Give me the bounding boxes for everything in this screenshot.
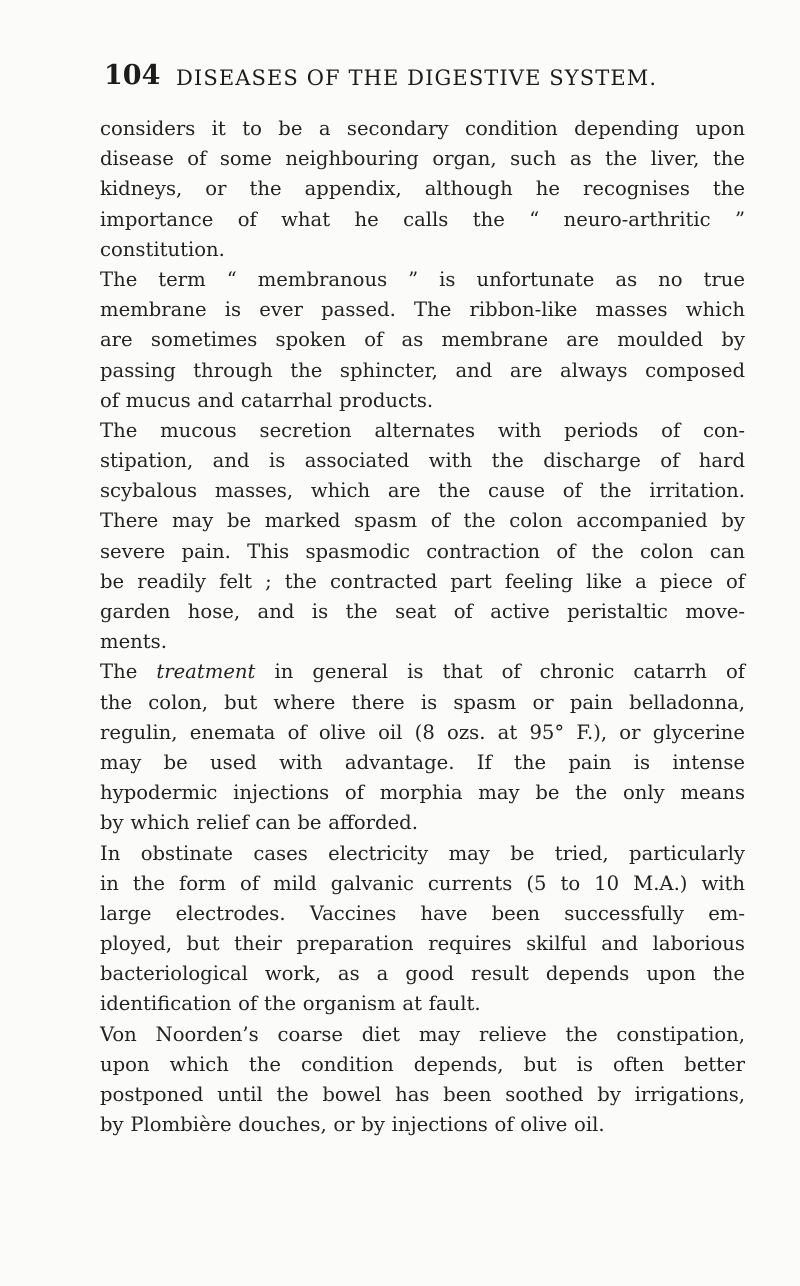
text-line: be readily felt ; the contracted part feeling like a piece of <box>100 569 745 593</box>
text-line: membrane is ever passed. The ribbon-like masses which <box>100 298 745 322</box>
text-line: regulin, enemata of olive oil (8 ozs. at 95° F.), or glycerine <box>100 720 745 744</box>
text-line: kidneys, or the appendix, although he recognises the <box>100 177 745 201</box>
text-line: bacteriological work, as a good result depends upon the <box>100 962 745 986</box>
body-text <box>100 114 745 1140</box>
text-line: by Plombière douches, or by injections of olive oil. <box>100 1113 605 1137</box>
text-line: identification of the organism at fault. <box>100 992 481 1016</box>
text-line: stipation, and is associated with the discharge of hard <box>100 449 745 473</box>
text-line: are sometimes spoken of as membrane are moulded by <box>100 328 745 352</box>
text-line: of mucus and catarrhal products. <box>100 388 434 412</box>
text-line: postponed until the bowel has been soothed by irrigations, <box>100 1083 745 1106</box>
text-line <box>100 657 745 687</box>
text-line: The mucous secretion alternates with periods of con- <box>100 418 745 442</box>
text-line: ments. <box>100 630 167 654</box>
italic-term: treatment <box>156 660 256 684</box>
text-line: constitution. <box>100 237 225 261</box>
text-line: The term “ membranous ” is unfortunate as no true <box>100 267 745 291</box>
text-line: considers it to be a secondary condition depending upon <box>100 117 745 140</box>
text-line: large electrodes. Vaccines have been successfully em- <box>100 901 745 925</box>
text-line: garden hose, and is the seat of active peristaltic move- <box>100 600 745 623</box>
text-line: In obstinate cases electricity may be tried, particularly <box>100 841 745 865</box>
text-fragment: The <box>100 660 157 684</box>
text-fragment: in general is that of chronic catarrh of <box>255 660 746 684</box>
text-line: hypodermic injections of morphia may be the only means <box>100 781 745 805</box>
text-line: There may be marked spasm of the colon accompanied by <box>100 509 745 533</box>
text-line: may be used with advantage. If the pain is intense <box>100 750 745 774</box>
text-line: Von Noorden’s coarse diet may relieve the constipation, <box>100 1022 745 1046</box>
text-line: disease of some neighbouring organ, such as the liver, the <box>100 147 745 171</box>
text-line: the colon, but where there is spasm or pain belladonna, <box>100 690 745 714</box>
page-number: 104 <box>104 60 161 91</box>
text-line: by which relief can be afforded. <box>100 811 418 835</box>
text-line: passing through the sphincter, and are always composed <box>100 358 745 382</box>
page-header <box>104 56 664 96</box>
text-line: upon which the condition depends, but is often better <box>100 1052 745 1076</box>
text-line: severe pain. This spasmodic contraction of the colon can <box>100 539 745 563</box>
text-line: in the form of mild galvanic currents (5 to 10 M.A.) with <box>100 871 745 895</box>
text-line: importance of what he calls the “ neuro-arthritic ” <box>100 207 745 231</box>
running-title: DISEASES OF THE DIGESTIVE SYSTEM. <box>176 66 658 90</box>
text-line: scybalous masses, which are the cause of the irritation. <box>100 479 745 503</box>
text-line: ployed, but their preparation requires skilful and laborious <box>100 932 745 956</box>
